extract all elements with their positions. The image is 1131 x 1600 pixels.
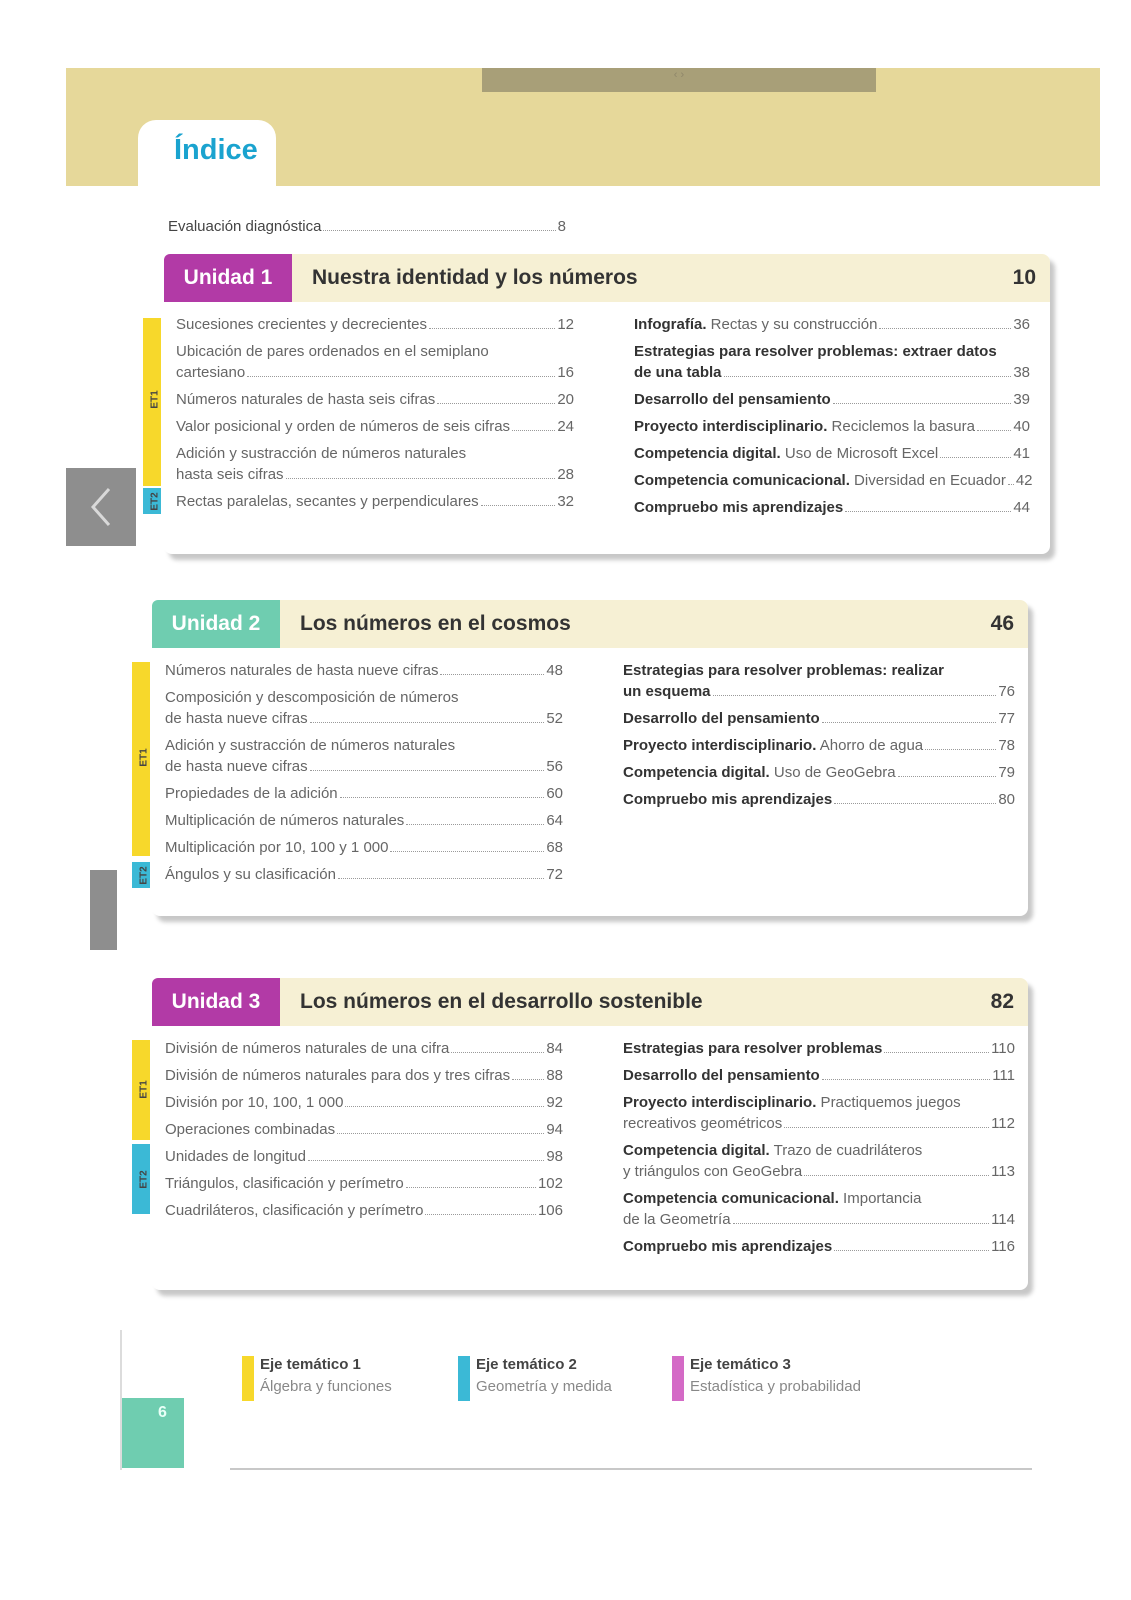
entry-page: 44 bbox=[1013, 499, 1030, 516]
dot-leader bbox=[345, 1106, 544, 1107]
entry-bold: Competencia comunicacional. bbox=[623, 1190, 839, 1207]
et2-label-u3: ET2 bbox=[138, 1170, 150, 1189]
dot-leader bbox=[390, 851, 544, 852]
entry-page: 102 bbox=[537, 1175, 563, 1192]
entry-page: 76 bbox=[998, 683, 1015, 700]
entry-title: Triángulos, clasificación y perímetro bbox=[165, 1175, 404, 1192]
legend-swatch-2 bbox=[458, 1356, 470, 1401]
entry-bold: Competencia digital. bbox=[634, 445, 781, 462]
et2-label-u1: ET2 bbox=[149, 492, 161, 511]
toc-entry[interactable] bbox=[165, 662, 563, 679]
toc-entry[interactable] bbox=[176, 391, 574, 408]
entry-title: Trazo de cuadriláteros bbox=[769, 1142, 923, 1159]
unit-1-label: Unidad 1 bbox=[164, 254, 292, 302]
toc-entry[interactable] bbox=[165, 1202, 563, 1219]
entry-page: 98 bbox=[546, 1148, 563, 1165]
entry-title: Reciclemos la basura bbox=[827, 418, 975, 435]
entry-title: Propiedades de la adición bbox=[165, 785, 338, 802]
toc-entry[interactable] bbox=[165, 1175, 563, 1192]
entry-title: Diversidad en Ecuador bbox=[849, 472, 1006, 489]
entry-title-cont: y triángulos con GeoGebra bbox=[623, 1163, 803, 1180]
page-number: 6 bbox=[158, 1404, 167, 1421]
toc-entry[interactable] bbox=[623, 1238, 1015, 1255]
dot-leader bbox=[822, 722, 997, 723]
toc-entry[interactable] bbox=[634, 364, 1030, 381]
toc-entry[interactable] bbox=[634, 472, 1033, 489]
entry-bold: Desarrollo del pensamiento bbox=[623, 1067, 820, 1084]
page-title: Índice bbox=[174, 134, 258, 166]
toc-entry[interactable] bbox=[165, 1148, 563, 1165]
legend-subtitle-3: Estadística y probabilidad bbox=[690, 1378, 861, 1395]
toc-entry[interactable] bbox=[165, 839, 563, 856]
entry-bold: Infografía. bbox=[634, 316, 707, 333]
entry-title: Multiplicación de números naturales bbox=[165, 812, 405, 829]
entry-title: Composición y descomposición de números bbox=[165, 689, 459, 706]
dot-leader bbox=[733, 1223, 990, 1224]
entry-title: Practiquemos juegos bbox=[816, 1094, 961, 1111]
dot-leader bbox=[425, 1214, 536, 1215]
dot-leader bbox=[879, 328, 1011, 329]
entry-title: Cuadriláteros, clasificación y perímetro bbox=[165, 1202, 424, 1219]
dot-leader bbox=[406, 824, 544, 825]
entry-title: Uso de GeoGebra bbox=[769, 764, 896, 781]
entry-title: Rectas y su construcción bbox=[706, 316, 878, 333]
entry-bold: Compruebo mis aprendizajes bbox=[623, 791, 833, 808]
entry-bold: Proyecto interdisciplinario. bbox=[623, 1094, 817, 1111]
dot-leader bbox=[338, 878, 544, 879]
entry-page: 68 bbox=[546, 839, 563, 856]
entry-title-cont: de la Geometría bbox=[623, 1211, 731, 1228]
entry-page: 52 bbox=[546, 710, 563, 727]
entry-line bbox=[623, 1094, 961, 1111]
dot-leader bbox=[429, 328, 555, 329]
toc-entry[interactable] bbox=[165, 1121, 563, 1138]
entry-page: 116 bbox=[991, 1238, 1015, 1255]
unit-2-page: 46 bbox=[990, 612, 1014, 635]
dot-leader bbox=[310, 722, 545, 723]
toc-entry[interactable] bbox=[623, 1040, 1015, 1057]
toc-entry[interactable] bbox=[634, 391, 1030, 408]
toc-entry[interactable] bbox=[623, 710, 1015, 727]
toc-entry[interactable] bbox=[623, 1067, 1015, 1084]
entry-page: 32 bbox=[557, 493, 574, 510]
entry-bold: Competencia digital. bbox=[623, 1142, 770, 1159]
entry-title-cont: recreativos geométricos bbox=[623, 1115, 783, 1132]
toc-entry[interactable] bbox=[165, 1067, 563, 1084]
unit-3-title: Los números en el desarrollo sostenible bbox=[300, 990, 703, 1013]
entry-title: Ahorro de agua bbox=[816, 737, 924, 754]
unit-2-label: Unidad 2 bbox=[152, 600, 280, 648]
entry-title: División de números naturales para dos y tres cifras bbox=[165, 1067, 511, 1084]
dot-leader bbox=[481, 505, 556, 506]
entry-bold: Competencia comunicacional. bbox=[634, 472, 850, 489]
et1-label-u1: ET1 bbox=[149, 390, 161, 409]
unit-2-header bbox=[152, 600, 1028, 648]
entry-title: Importancia bbox=[838, 1190, 922, 1207]
entry-page: 20 bbox=[557, 391, 574, 408]
dot-leader bbox=[286, 478, 556, 479]
toc-entry[interactable] bbox=[165, 710, 563, 727]
toc-entry[interactable] bbox=[634, 316, 1030, 333]
unit-2-title: Los números en el cosmos bbox=[300, 612, 571, 635]
entry-bold: Estrategias para resolver problemas: extraer datos bbox=[634, 343, 997, 360]
toc-entry[interactable] bbox=[176, 418, 574, 435]
entry-page: 92 bbox=[546, 1094, 563, 1111]
toc-entry[interactable] bbox=[623, 1115, 1015, 1132]
dot-leader bbox=[310, 770, 545, 771]
dot-leader bbox=[898, 776, 997, 777]
entry-title-cont: cartesiano bbox=[176, 364, 246, 381]
dot-leader bbox=[884, 1052, 989, 1053]
toc-entry[interactable] bbox=[176, 466, 574, 483]
toc-entry[interactable] bbox=[623, 1211, 1015, 1228]
entry-bold: Competencia digital. bbox=[623, 764, 770, 781]
legend-swatch-1 bbox=[242, 1356, 254, 1401]
toc-entry[interactable] bbox=[623, 791, 1015, 808]
entry-page: 94 bbox=[546, 1121, 563, 1138]
entry-title: Uso de Microsoft Excel bbox=[780, 445, 939, 462]
toc-entry[interactable] bbox=[634, 499, 1030, 516]
entry-page: 36 bbox=[1013, 316, 1030, 333]
entry-bold: Estrategias para resolver problemas bbox=[623, 1040, 883, 1057]
entry-page: 39 bbox=[1013, 391, 1030, 408]
entry-bold: Desarrollo del pensamiento bbox=[623, 710, 820, 727]
entry-page: 60 bbox=[546, 785, 563, 802]
entry-title: Rectas paralelas, secantes y perpendiculares bbox=[176, 493, 479, 510]
prev-page-button[interactable] bbox=[66, 468, 136, 546]
entry-page: 106 bbox=[537, 1202, 563, 1219]
entry-title: División por 10, 100, 1 000 bbox=[165, 1094, 344, 1111]
entry-title: Adición y sustracción de números naturales bbox=[176, 445, 467, 462]
page-number-tab bbox=[122, 1398, 184, 1468]
diagnostic-entry[interactable] bbox=[168, 218, 566, 235]
entry-line bbox=[623, 1142, 922, 1159]
toc-entry[interactable] bbox=[623, 737, 1015, 754]
dot-leader bbox=[451, 1052, 544, 1053]
entry-page: 64 bbox=[546, 812, 563, 829]
unit-1-page: 10 bbox=[1012, 266, 1036, 289]
entry-title: Números naturales de hasta nueve cifras bbox=[165, 662, 439, 679]
toc-entry[interactable] bbox=[634, 418, 1030, 435]
entry-title-cont: de hasta nueve cifras bbox=[165, 758, 308, 775]
entry-page: 110 bbox=[991, 1040, 1015, 1057]
entry-page: 84 bbox=[546, 1040, 563, 1057]
legend-title-2: Eje temático 2 bbox=[476, 1356, 577, 1373]
dot-leader bbox=[337, 1133, 544, 1134]
dot-leader bbox=[512, 430, 555, 431]
toc-entry[interactable] bbox=[165, 1040, 563, 1057]
entry-page: 77 bbox=[998, 710, 1015, 727]
dot-leader bbox=[406, 1187, 536, 1188]
entry-title: Valor posicional y orden de números de seis cifras bbox=[176, 418, 511, 435]
unit-3-label: Unidad 3 bbox=[152, 978, 280, 1026]
toc-entry[interactable] bbox=[176, 364, 574, 381]
entry-page: 38 bbox=[1013, 364, 1030, 381]
entry-line bbox=[623, 1190, 921, 1207]
entry-bold: Estrategias para resolver problemas: realizar bbox=[623, 662, 944, 679]
entry-title: División de números naturales de una cifra bbox=[165, 1040, 450, 1057]
entry-bold-cont: de una tabla bbox=[634, 364, 722, 381]
side-marker bbox=[90, 870, 117, 950]
toc-entry[interactable] bbox=[165, 1094, 563, 1111]
dot-leader bbox=[1008, 484, 1014, 485]
dot-leader bbox=[713, 695, 997, 696]
et1-label-u2: ET1 bbox=[138, 748, 150, 767]
dot-leader bbox=[834, 1250, 989, 1251]
toc-entry[interactable] bbox=[623, 1163, 1015, 1180]
dot-leader bbox=[440, 674, 544, 675]
entry-bold: Compruebo mis aprendizajes bbox=[623, 1238, 833, 1255]
entry-page: 24 bbox=[557, 418, 574, 435]
dot-leader bbox=[437, 403, 555, 404]
entry-title: Unidades de longitud bbox=[165, 1148, 306, 1165]
dot-leader bbox=[247, 376, 555, 377]
entry-title-cont: de hasta nueve cifras bbox=[165, 710, 308, 727]
entry-page: 112 bbox=[991, 1115, 1015, 1132]
unit-1-header bbox=[164, 254, 1050, 302]
entry-page: 79 bbox=[998, 764, 1015, 781]
entry-title: Operaciones combinadas bbox=[165, 1121, 336, 1138]
unit-3-header bbox=[152, 978, 1028, 1026]
entry-title: Adición y sustracción de números naturales bbox=[165, 737, 456, 754]
entry-page: 88 bbox=[546, 1067, 563, 1084]
entry-page: 111 bbox=[992, 1067, 1015, 1084]
entry-page: 114 bbox=[991, 1211, 1015, 1228]
chevron-left-icon bbox=[87, 485, 115, 529]
entry-page: 28 bbox=[557, 466, 574, 483]
entry-page: 72 bbox=[546, 866, 563, 883]
toc-entry[interactable] bbox=[176, 493, 574, 510]
toc-entry[interactable] bbox=[634, 445, 1030, 462]
toc-entry[interactable] bbox=[176, 316, 574, 333]
toc-entry[interactable] bbox=[623, 764, 1015, 781]
dot-leader bbox=[925, 749, 996, 750]
toc-entry[interactable] bbox=[165, 785, 563, 802]
entry-page: 41 bbox=[1013, 445, 1030, 462]
entry-bold: Proyecto interdisciplinario. bbox=[634, 418, 828, 435]
toc-entry[interactable] bbox=[165, 758, 563, 775]
footer-bottom-line bbox=[230, 1468, 1032, 1470]
entry-page: 12 bbox=[557, 316, 574, 333]
diagnostic-page: 8 bbox=[557, 218, 566, 235]
dot-leader bbox=[834, 803, 996, 804]
entry-title: Ubicación de pares ordenados en el semiplano bbox=[176, 343, 489, 360]
header-strip-text: ‹ › bbox=[673, 69, 685, 81]
entry-page: 48 bbox=[546, 662, 563, 679]
entry-page: 40 bbox=[1013, 418, 1030, 435]
dot-leader bbox=[845, 511, 1011, 512]
entry-title-cont: hasta seis cifras bbox=[176, 466, 284, 483]
et1-label-u3: ET1 bbox=[138, 1080, 150, 1099]
toc-entry[interactable] bbox=[165, 812, 563, 829]
entry-bold: Compruebo mis aprendizajes bbox=[634, 499, 844, 516]
dot-leader bbox=[340, 797, 545, 798]
entry-bold: Desarrollo del pensamiento bbox=[634, 391, 831, 408]
legend-swatch-3 bbox=[672, 1356, 684, 1401]
entry-bold-cont: un esquema bbox=[623, 683, 711, 700]
entry-title: Sucesiones crecientes y decrecientes bbox=[176, 316, 427, 333]
dot-leader bbox=[940, 457, 1011, 458]
entry-page: 78 bbox=[998, 737, 1015, 754]
legend-title-1: Eje temático 1 bbox=[260, 1356, 361, 1373]
dot-leader bbox=[822, 1079, 990, 1080]
entry-page: 16 bbox=[557, 364, 574, 381]
et2-label-u2: ET2 bbox=[138, 866, 150, 885]
entry-page: 42 bbox=[1015, 472, 1033, 489]
dot-leader bbox=[323, 230, 555, 231]
unit-1-title: Nuestra identidad y los números bbox=[312, 266, 638, 289]
entry-page: 80 bbox=[998, 791, 1015, 808]
dot-leader bbox=[512, 1079, 544, 1080]
entry-bold: Proyecto interdisciplinario. bbox=[623, 737, 817, 754]
toc-entry[interactable] bbox=[623, 683, 1015, 700]
toc-entry[interactable] bbox=[165, 866, 563, 883]
dot-leader bbox=[308, 1160, 544, 1161]
legend-subtitle-1: Álgebra y funciones bbox=[260, 1378, 392, 1395]
dot-leader bbox=[804, 1175, 989, 1176]
entry-page: 56 bbox=[546, 758, 563, 775]
dot-leader bbox=[724, 376, 1012, 377]
entry-page: 113 bbox=[991, 1163, 1015, 1180]
entry-title: Multiplicación por 10, 100 y 1 000 bbox=[165, 839, 389, 856]
header-strip bbox=[482, 68, 876, 92]
entry-title: Ángulos y su clasificación bbox=[165, 866, 336, 883]
unit-3-page: 82 bbox=[990, 990, 1014, 1013]
dot-leader bbox=[977, 430, 1011, 431]
legend-title-3: Eje temático 3 bbox=[690, 1356, 791, 1373]
diagnostic-label: Evaluación diagnóstica bbox=[168, 218, 322, 235]
dot-leader bbox=[833, 403, 1012, 404]
entry-title: Números naturales de hasta seis cifras bbox=[176, 391, 436, 408]
dot-leader bbox=[784, 1127, 989, 1128]
legend-subtitle-2: Geometría y medida bbox=[476, 1378, 612, 1395]
